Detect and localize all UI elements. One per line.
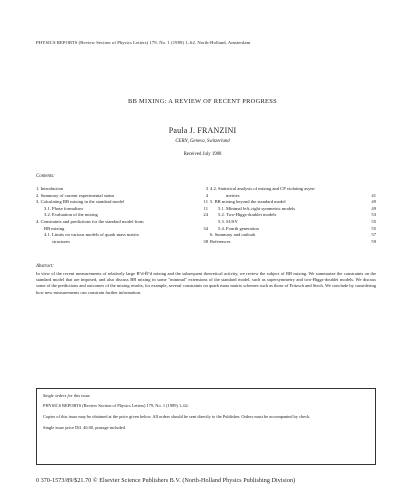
toc-entry-title: structures — [52, 238, 70, 244]
toc-entry-page: 57 — [371, 232, 376, 238]
toc-entry-page: 53 — [371, 212, 376, 218]
toc-entry-page: 34 — [203, 225, 208, 231]
toc-entry — [36, 186, 208, 193]
toc-entry-page: 49 — [371, 199, 376, 205]
toc-entry — [36, 239, 208, 246]
copyright-footer: 0 370-1573/89/$21.70 © Elsevier Science Publishers B.V. (North-Holland Physics Publishing Division) — [36, 478, 296, 484]
toc-entry — [210, 232, 376, 239]
toc-entry-page: 24 — [203, 212, 208, 218]
toc-entry-title: 3.1. Phase formalism — [44, 205, 83, 211]
abstract-text: In view of the recent measurements of relatively large B°d-B̄°d mixing and the subsequent theoretical activity, we review the subject of BB mixing. We summarize the constraints on the standard model that are imposed, and also discuss BB mixing in some "minimal" extensions of the standard model, such as supersymmetry and two-Higgs-doublet models. We discuss some of the predictions and outcomes of the mixing results; for example, several constraints on quark mass matrix schemes such as those of Fritzsch and Stech. We conclude by considering how new measurements can constrain further information. — [36, 271, 376, 295]
toc-entry-title: 4.2. Statistical analysis of mixing and CP violating asym- — [210, 186, 316, 191]
toc-entry-title: 5.1. Minimal left–right symmetric models — [218, 205, 296, 211]
toc-entry-title: 4.1. Limits on various models of quark mass matrix — [44, 232, 139, 238]
toc-entry-page: 4 — [205, 192, 208, 198]
toc-entry-title: 3. Calculating BB mixing in the standard model — [36, 199, 125, 205]
toc-right-column — [210, 186, 376, 245]
toc-entry-page: 41 — [371, 192, 376, 198]
toc-entry-title: References — [210, 238, 231, 244]
toc-entry-title: metries — [226, 192, 240, 198]
toc-entry-title: 3.2. Evaluation of the mixing — [44, 212, 98, 218]
toc-entry — [36, 226, 208, 233]
received-date: Received July 1988 — [183, 152, 222, 157]
author-affiliation: CERN, Geneva, Switzerland — [175, 139, 230, 144]
abstract-heading: Abstract: — [36, 264, 54, 269]
toc-left-column — [36, 186, 208, 245]
toc-entry — [36, 212, 208, 219]
toc-entry — [36, 232, 208, 239]
toc-entry-page: 3 — [205, 186, 208, 191]
box-line-citation: PHYSICS REPORTS (Review Section of Physics Letters) 179, No. 1 (1989) 1–62. — [43, 403, 189, 408]
toc-entry — [210, 212, 376, 219]
toc-entry-title: 2. Summary of current experimental status — [36, 192, 115, 198]
toc-entry — [36, 219, 208, 226]
toc-entry-title: 5.3. SUSY — [218, 218, 238, 224]
toc-entry-page — [194, 219, 208, 226]
toc-entry — [210, 186, 376, 193]
toc-entry-page — [362, 186, 376, 193]
author-name: Paula J. FRANZINI — [168, 126, 237, 135]
toc-entry-page — [194, 232, 208, 239]
toc-entry-page: 11 — [203, 205, 208, 211]
toc-entry-page: 55 — [371, 218, 376, 224]
toc-entry-page: 11 — [203, 199, 208, 205]
toc-entry — [210, 226, 376, 233]
toc-entry-page: 55 — [371, 225, 376, 231]
toc-entry — [210, 193, 376, 200]
toc-entry — [36, 199, 208, 206]
toc-entry-title: 6. Summary and outlook — [210, 232, 256, 238]
toc-entry — [36, 206, 208, 213]
toc-entry-title: 5.2. Two-Higgs-doublet models — [218, 212, 277, 218]
box-heading: Single orders for this issue — [43, 393, 90, 398]
toc-entry-title: 1. Introduction — [36, 186, 64, 191]
toc-entry — [210, 199, 376, 206]
single-orders-box — [36, 388, 376, 465]
contents-heading: Contents: — [36, 174, 55, 179]
toc-entry — [36, 193, 208, 200]
box-line-orders: Copies of this issue may be obtained at the price given below. All orders should be sent directly to the Publisher. Orders must be accompanied by check. — [43, 414, 311, 419]
toc-entry — [210, 219, 376, 226]
paper-title: BB MIXING: A REVIEW OF RECENT PROGRESS — [128, 98, 277, 105]
toc-entry — [210, 239, 376, 246]
toc-entry-title: 5.4. Fourth generation — [218, 225, 259, 231]
toc-entry-page: 38 — [203, 238, 208, 244]
toc-entry — [210, 206, 376, 213]
toc-entry-page: 49 — [371, 205, 376, 211]
toc-entry-title: 5. BB mixing beyond the standard model — [210, 199, 286, 205]
toc-entry-title: 4. Constraints and predictions for the standard model from — [36, 218, 144, 224]
box-line-price: Single issue price Dfl. 46.00, postage included. — [43, 425, 126, 430]
toc-entry-page: 59 — [371, 238, 376, 244]
toc-entry-title: BB mixing — [44, 225, 65, 231]
journal-header: PHYSICS REPORTS (Review Section of Physics Letters) 179, No. 1 (1989) 1–62. North-Holland, Amsterdam — [36, 40, 251, 45]
